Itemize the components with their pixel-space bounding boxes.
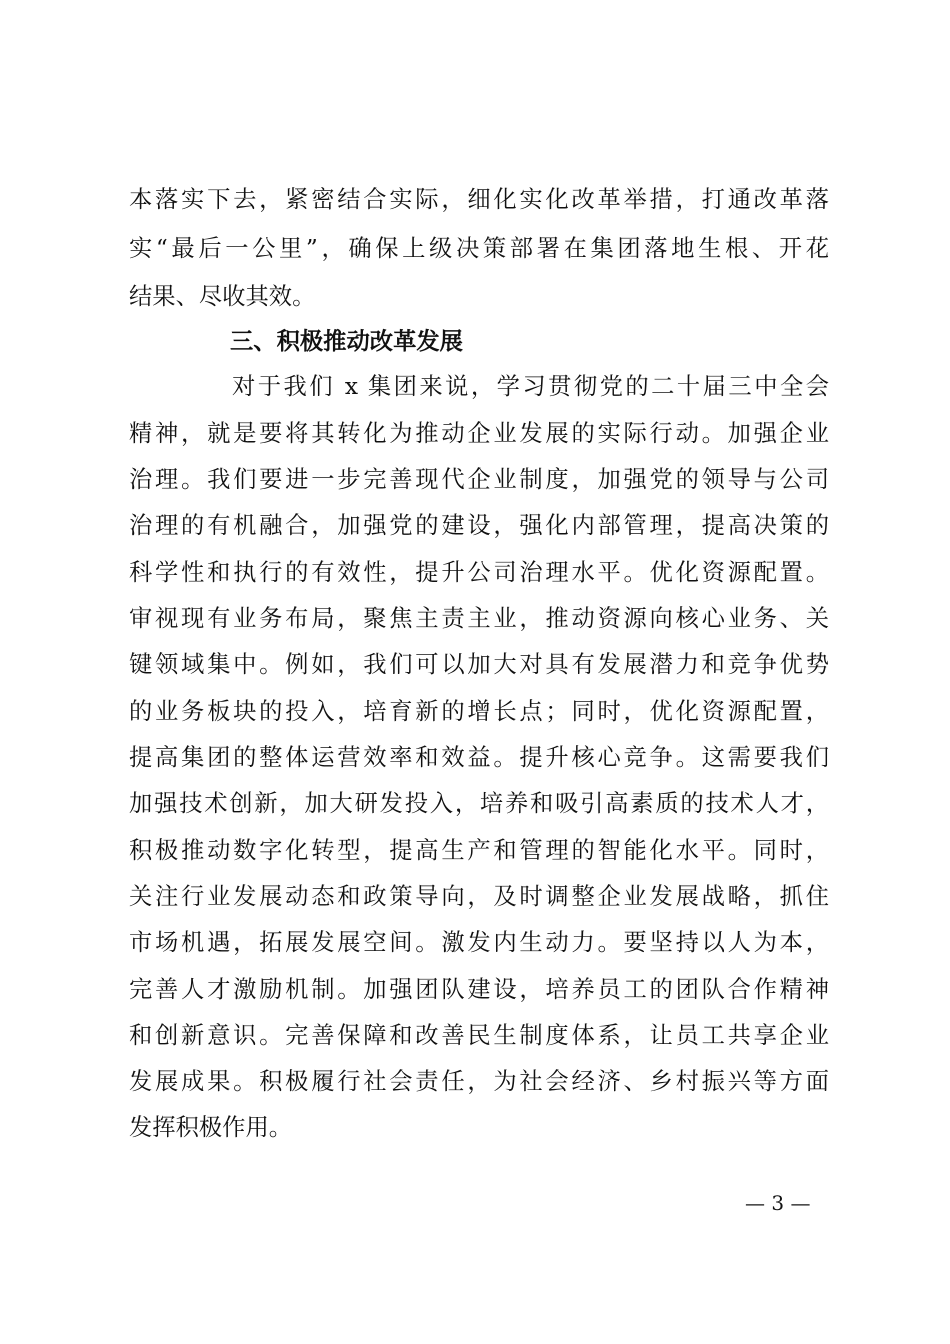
body-text-line: 提高集团的整体运营效率和效益。提升核心竞争。这需要我们 — [129, 744, 829, 771]
body-text-line: 完善人才激励机制。加强团队建设，培养员工的团队合作精神 — [129, 976, 829, 1003]
body-text-line: 键领域集中。例如，我们可以加大对具有发展潜力和竞争优势 — [129, 651, 829, 678]
body-text-line: 治理。我们要进一步完善现代企业制度，加强党的领导与公司 — [129, 466, 829, 493]
body-text-line: 积极推动数字化转型，提高生产和管理的智能化水平。同时， — [129, 837, 829, 864]
page-number: — 3 — — [745, 1191, 811, 1215]
body-text-line: 对于我们 x 集团来说，学习贯彻党的二十届三中全会 — [232, 373, 829, 400]
body-text-line: 加强技术创新，加大研发投入，培养和吸引高素质的技术人才， — [129, 790, 829, 817]
body-text-line: 和创新意识。完善保障和改善民生制度体系，让员工共享企业 — [129, 1022, 829, 1049]
body-text-line: 市场机遇，拓展发展空间。激发内生动力。要坚持以人为本， — [129, 929, 829, 956]
body-text-line: 结果、尽收其效。 — [129, 283, 316, 310]
section-heading: 三、积极推动改革发展 — [230, 328, 463, 355]
body-text-line: 精神，就是要将其转化为推动企业发展的实际行动。加强企业 — [129, 420, 829, 447]
body-text-line: 发展成果。积极履行社会责任，为社会经济、乡村振兴等方面 — [129, 1068, 829, 1095]
body-text-line: 科学性和执行的有效性，提升公司治理水平。优化资源配置。 — [129, 559, 829, 586]
body-text-line: 本落实下去，紧密结合实际，细化实化改革举措，打通改革落 — [129, 186, 829, 213]
body-text-line: 审视现有业务布局，聚焦主责主业，推动资源向核心业务、关 — [129, 605, 829, 632]
body-text-line: 治理的有机融合，加强党的建设，强化内部管理，提高决策的 — [129, 512, 829, 539]
body-text-line: 关注行业发展动态和政策导向，及时调整企业发展战略，抓住 — [129, 883, 829, 910]
body-text-line: 的业务板块的投入，培育新的增长点；同时，优化资源配置， — [129, 698, 829, 725]
body-text-line: 发挥积极作用。 — [129, 1114, 293, 1141]
body-text-line: 实“最后一公里”，确保上级决策部署在集团落地生根、开花 — [129, 235, 829, 262]
